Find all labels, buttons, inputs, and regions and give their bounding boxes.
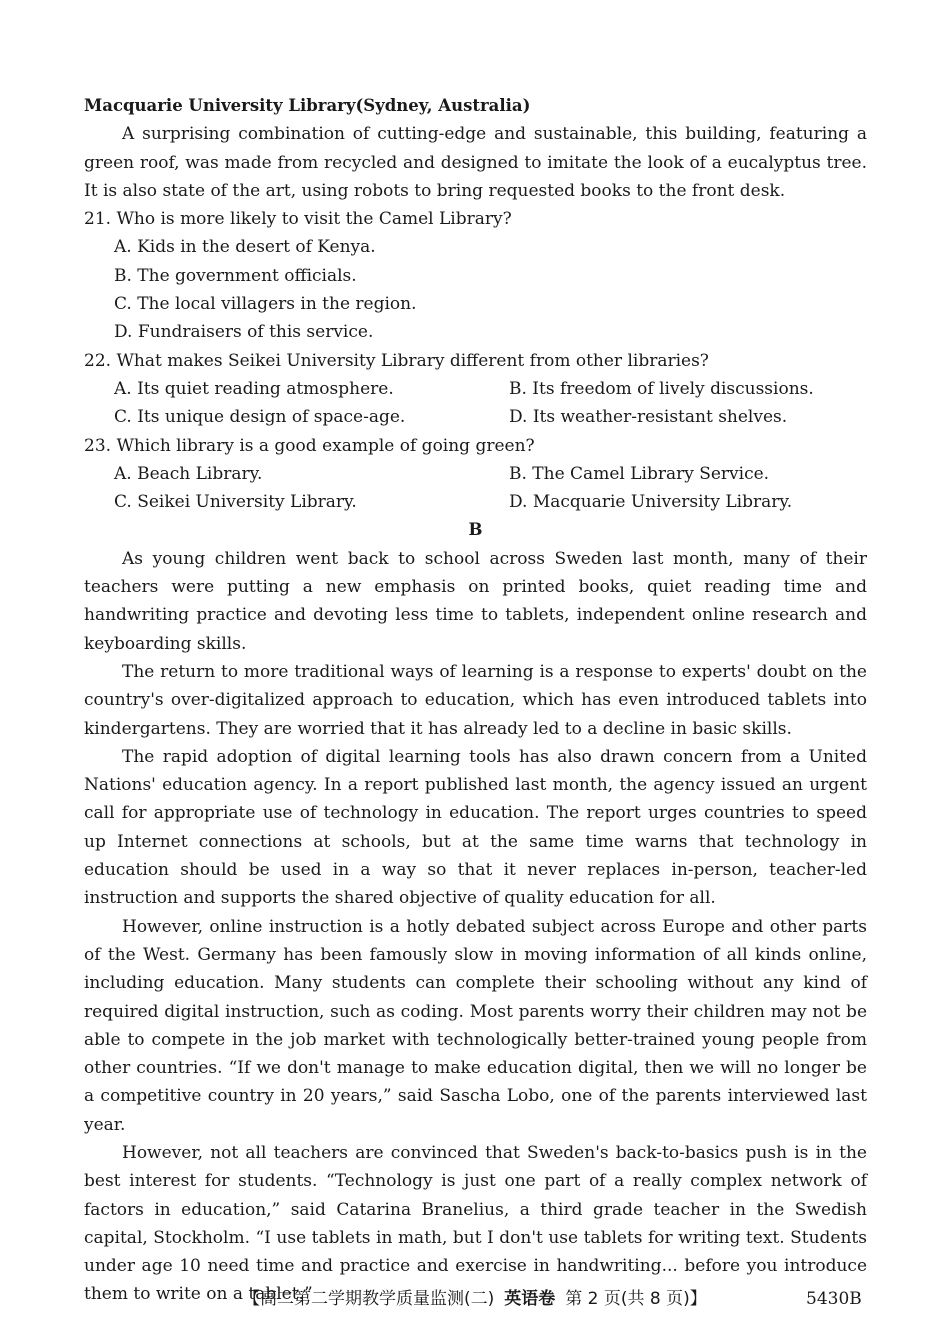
question-22: 22. What makes Seikei University Library different from other libraries? [84,350,709,371]
q22-options-row-1 [84,375,867,403]
q23-option-a: A. Beach Library. [114,463,263,484]
q23-options-row-2 [84,488,867,516]
library-heading: Macquarie University Library(Sydney, Australia) [84,96,531,115]
question-23: 23. Which library is a good example of going green? [84,435,535,456]
passage-b-paragraph: However, not all teachers are convinced that Sweden's back-to-basics push is in the best interest for students. “Technology is just one part of a really complex network of factors in education,” said Catarina Branelius, a third grade teacher in the Swedish capital, Stockholm. “I use tablets in math, but I don't use tablets for writing text. Students under age 10 need time and practice and exercise in handwriting... before you introduce them to write on a tablet.” [84,1142,867,1305]
question-21: 21. Who is more likely to visit the Camel Library? [84,209,512,230]
q23-option-c: C. Seikei University Library. [114,492,357,513]
q21-option-d: D. Fundraisers of this service. [114,322,374,343]
footer-subject: 英语卷 [504,1289,556,1309]
footer-page-number: 第 2 页(共 8 页)】 [565,1289,707,1309]
q21-option-b: B. The government officials. [114,265,357,286]
footer-exam-title: 【高二第二学期教学质量监测(二) [243,1289,495,1309]
q23-option-d: D. Macquarie University Library. [509,492,793,513]
section-b-title: B [468,520,483,540]
passage-b-paragraph: As young children went back to school across Sweden last month, many of their teachers were putting a new emphasis on printed books, quiet reading time and handwriting practice and devoting less time to tablets, independent online research and keyboarding skills. [84,548,867,654]
macquarie-paragraph: A surprising combination of cutting-edge and sustainable, this building, featuring a green roof, was made from recycled and designed to imitate the look of a eucalyptus tree. It is also state of the art, using robots to bring requested books to the front desk. [84,124,867,201]
q22-option-a: A. Its quiet reading atmosphere. [114,378,394,399]
q21-option-c: C. The local villagers in the region. [114,294,417,315]
q23-options-row-1 [84,460,867,488]
q22-option-d: D. Its weather-resistant shelves. [509,407,788,428]
q22-option-b: B. Its freedom of lively discussions. [509,378,814,399]
footer-paper-code: 5430B [806,1289,862,1309]
page-footer [0,1286,950,1312]
passage-b-paragraph: The rapid adoption of digital learning tools has also drawn concern from a United Nations' education agency. In a report published last month, the agency issued an urgent call for appropriate use of technology in education. The report urges countries to speed up Internet connections at schools, but at the same time warns that technology in education should be used in a way so that it never replaces in-person, teacher-led instruction and supports the shared objective of quality education for all. [84,746,867,909]
passage-b-paragraph: However, online instruction is a hotly debated subject across Europe and other parts of the West. Germany has been famously slow in moving information of all kinds online, including education. Many students can complete their schooling without any kind of required digital instruction, such as coding. Most parents worry their children may not be able to compete in the job market with technologically better-trained young people from other countries. “If we don't manage to make education digital, then we will no longer be a competitive country in 20 years,” said Sascha Lobo, one of the parents interviewed last year. [84,916,867,1135]
footer-exam-info [243,1286,707,1312]
exam-page [84,92,867,1309]
q22-option-c: C. Its unique design of space-age. [114,407,406,428]
q22-options-row-2 [84,403,867,431]
passage-b-paragraph: The return to more traditional ways of learning is a response to experts' doubt on the country's over-digitalized approach to education, which has even introduced tablets into kindergartens. They are worried that it has already led to a decline in basic skills. [84,661,867,739]
q21-option-a: A. Kids in the desert of Kenya. [114,237,376,258]
q23-option-b: B. The Camel Library Service. [509,463,770,484]
